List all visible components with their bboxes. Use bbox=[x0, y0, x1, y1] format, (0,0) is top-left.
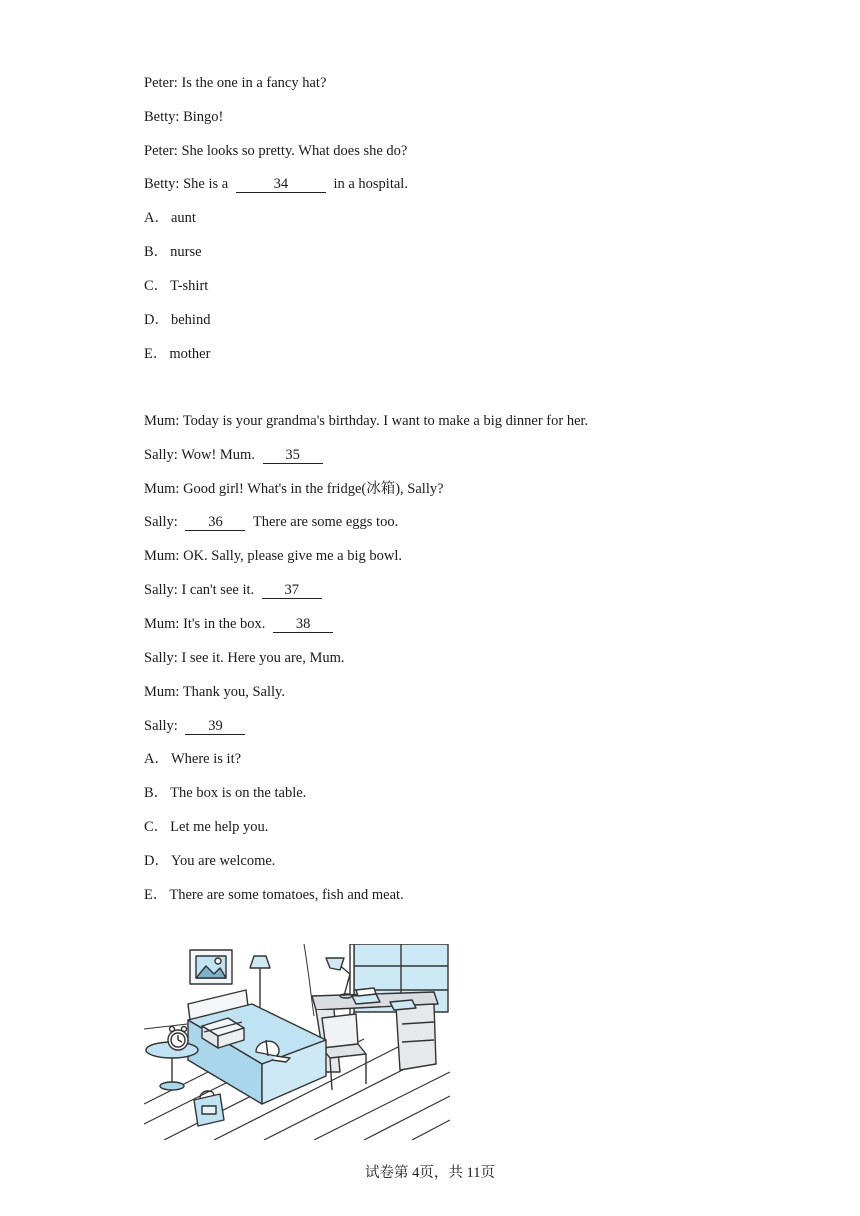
option-a bbox=[144, 750, 241, 768]
answer-blank-36[interactable]: 36 bbox=[185, 514, 245, 531]
option-text: aunt bbox=[170, 210, 196, 226]
option-letter: B． bbox=[144, 244, 169, 260]
dialogue-line-with-blank bbox=[144, 513, 398, 531]
option-letter: B． bbox=[144, 785, 169, 801]
dialogue-line: Mum: OK. Sally, please give me a big bowl. bbox=[144, 548, 403, 564]
bed bbox=[188, 990, 326, 1104]
option-c bbox=[144, 818, 268, 836]
option-text: nurse bbox=[170, 244, 202, 260]
option-letter: E． bbox=[144, 887, 168, 903]
answer-blank-35[interactable]: 35 bbox=[263, 447, 323, 464]
option-a bbox=[144, 209, 196, 227]
line-prefix: Sally: bbox=[144, 514, 178, 530]
line-prefix: Betty: She is a bbox=[144, 176, 229, 192]
chair bbox=[322, 1014, 366, 1090]
answer-blank-34[interactable]: 34 bbox=[236, 176, 326, 193]
option-letter: C． bbox=[144, 278, 169, 294]
dialogue-line: Mum: Thank you, Sally. bbox=[144, 684, 285, 700]
option-text: behind bbox=[170, 312, 211, 328]
answer-blank-37[interactable]: 37 bbox=[262, 582, 322, 599]
dialogue-line-with-blank bbox=[144, 175, 408, 193]
option-text: You are welcome. bbox=[170, 853, 276, 869]
line-prefix: Sally: Wow! Mum. bbox=[144, 447, 255, 463]
picture-frame bbox=[190, 950, 232, 984]
line-prefix: Mum: It's in the box. bbox=[144, 616, 266, 632]
option-e bbox=[144, 345, 210, 363]
option-text: Let me help you. bbox=[170, 819, 269, 835]
option-text: mother bbox=[169, 346, 211, 362]
dialogue-line: Sally: I see it. Here you are, Mum. bbox=[144, 650, 345, 666]
option-d bbox=[144, 852, 275, 870]
dialogue-line-with-blank bbox=[144, 446, 327, 464]
dialogue-line-with-blank bbox=[144, 581, 326, 599]
line-suffix: There are some eggs too. bbox=[252, 514, 399, 530]
option-b bbox=[144, 784, 306, 802]
option-text: T-shirt bbox=[170, 278, 209, 294]
answer-blank-39[interactable]: 39 bbox=[185, 718, 245, 735]
dialogue-line: Betty: Bingo! bbox=[144, 109, 224, 125]
option-d bbox=[144, 311, 210, 329]
option-text: The box is on the table. bbox=[170, 785, 307, 801]
dialogue-line: Peter: She looks so pretty. What does she do? bbox=[144, 143, 408, 159]
option-text: There are some tomatoes, fish and meat. bbox=[169, 887, 404, 903]
dialogue-line: Peter: Is the one in a fancy hat? bbox=[144, 75, 327, 91]
option-letter: A． bbox=[144, 210, 169, 226]
option-letter: C． bbox=[144, 819, 169, 835]
option-letter: A． bbox=[144, 751, 169, 767]
option-e bbox=[144, 886, 404, 904]
option-text: Where is it? bbox=[170, 751, 242, 767]
option-letter: D． bbox=[144, 853, 169, 869]
dialogue-line-with-blank bbox=[144, 615, 337, 633]
line-suffix: in a hospital. bbox=[333, 176, 408, 192]
option-letter: E． bbox=[144, 346, 168, 362]
option-letter: D． bbox=[144, 312, 169, 328]
bedroom-illustration bbox=[144, 944, 450, 1140]
page-footer: 试卷第 4页，共 11页 bbox=[365, 1165, 495, 1181]
dialogue-line: Mum: Today is your grandma's birthday. I want to make a big dinner for her. bbox=[144, 413, 589, 429]
line-prefix: Sally: I can't see it. bbox=[144, 582, 255, 598]
dialogue-line: Mum: Good girl! What's in the fridge(冰箱), Sally? bbox=[144, 481, 444, 497]
line-prefix: Sally: bbox=[144, 718, 178, 734]
option-c bbox=[144, 277, 208, 295]
answer-blank-38[interactable]: 38 bbox=[273, 616, 333, 633]
option-b bbox=[144, 243, 202, 261]
dialogue-line-with-blank bbox=[144, 717, 249, 735]
